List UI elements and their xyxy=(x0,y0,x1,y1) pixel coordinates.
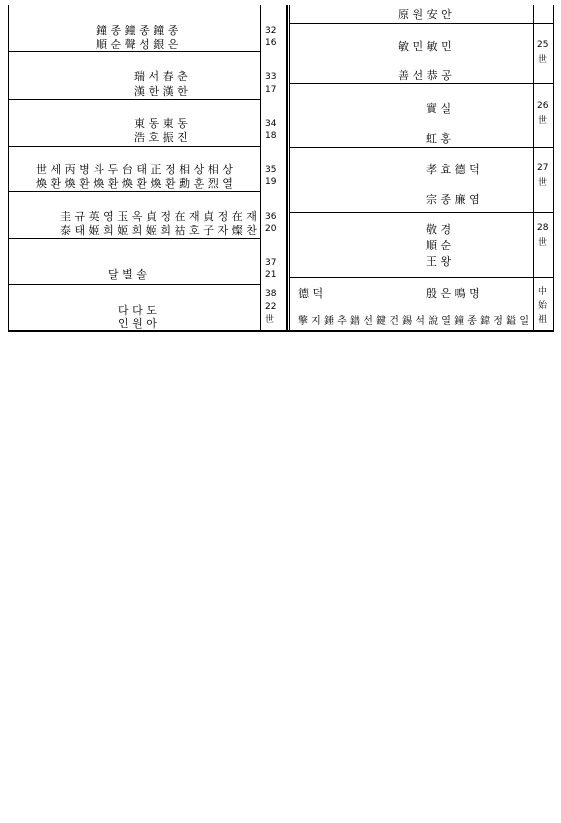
generation-number: 34 xyxy=(265,119,277,129)
right-row-6-line-2: 殷 은 鳴 명 xyxy=(426,287,480,300)
generation-number: 28 xyxy=(537,223,549,233)
generation-number: 25 xyxy=(537,40,549,50)
right-row-2-line-1: 敏 민 敏 민 xyxy=(398,40,452,53)
generation-number: 21 xyxy=(265,270,277,280)
right-row-5-line-2: 順 순 xyxy=(426,239,452,252)
left-row-separator xyxy=(8,238,260,239)
left-row-7-line-2: 인 원 아 xyxy=(118,317,157,330)
left-row-3-line-2: 浩 호 振 진 xyxy=(134,131,188,144)
generation-suffix: 世 xyxy=(538,116,548,126)
right-row-4-line-1: 孝 효 德 덕 xyxy=(426,163,480,176)
generation-suffix: 世 xyxy=(538,238,548,248)
table-right-border xyxy=(553,5,554,331)
left-row-separator xyxy=(8,99,260,100)
generation-suffix: 世 xyxy=(538,178,548,188)
left-row-4-line-1: 世 세 丙 병 斗 두 台 태 正 정 相 상 相 상 xyxy=(36,163,233,176)
gen-column-divider-left xyxy=(260,5,261,331)
generation-number: 38 xyxy=(265,289,277,299)
generation-number: 22 xyxy=(265,302,277,312)
left-row-separator xyxy=(8,51,260,52)
generation-number: 32 xyxy=(265,26,277,36)
table-middle-divider xyxy=(286,5,288,331)
generation-number: 17 xyxy=(265,85,277,95)
right-row-3-line-1: 實 실 xyxy=(426,102,452,115)
left-row-separator xyxy=(8,191,260,192)
generation-number: 18 xyxy=(265,131,277,141)
left-row-7-line-1: 다 다 도 xyxy=(118,304,157,317)
left-row-separator xyxy=(8,146,260,147)
right-row-separator xyxy=(289,277,554,278)
generation-label: 始 xyxy=(538,301,548,311)
right-row-2-line-2: 善 선 恭 공 xyxy=(398,69,452,82)
left-row-5-line-2: 泰 태 姬 희 姬 희 姬 희 祜 호 子 자 燦 찬 xyxy=(60,224,257,237)
table-bottom-border xyxy=(8,330,554,332)
left-row-2-line-1: 瑞 서 春 춘 xyxy=(134,70,188,83)
left-row-6-line-1: 달 별 솔 xyxy=(108,268,147,281)
left-row-1-line-2: 順 순 聲 성 銀 은 xyxy=(96,38,179,51)
genealogy-table xyxy=(8,5,554,331)
generation-number: 19 xyxy=(265,177,277,187)
left-row-4-line-2: 煥 환 煥 환 煥 환 煥 환 煥 환 勳 훈 烈 열 xyxy=(36,177,233,190)
right-row-separator xyxy=(289,23,554,24)
table-left-border xyxy=(8,5,9,331)
generation-number: 16 xyxy=(265,38,277,48)
right-row-6-line-3: 擎 지 錘 추 鐠 선 鍵 건 錫 석 說 열 鐘 종 鍏 정 鎰 일 xyxy=(298,316,529,327)
left-row-3-line-1: 東 동 東 동 xyxy=(134,117,188,130)
generation-number: 35 xyxy=(265,165,277,175)
generation-number: 27 xyxy=(537,163,549,173)
right-row-3-line-2: 虹 홍 xyxy=(426,132,452,145)
left-row-1-line-1: 鐘 종 鐘 종 鐘 종 xyxy=(96,24,179,37)
right-row-separator xyxy=(289,83,554,84)
right-row-1-line-1: 原 원 安 안 xyxy=(398,8,452,21)
generation-number: 37 xyxy=(265,258,277,268)
generation-label: 中 xyxy=(538,287,548,297)
right-row-separator xyxy=(289,147,554,148)
right-row-5-line-3: 王 왕 xyxy=(426,255,452,268)
generation-label: 祖 xyxy=(538,315,548,325)
generation-suffix: 世 xyxy=(538,55,548,65)
generation-number: 36 xyxy=(265,212,277,222)
right-row-separator xyxy=(289,212,554,213)
right-row-6-line-1: 德 덕 xyxy=(298,287,324,300)
left-row-separator xyxy=(8,284,260,285)
left-row-2-line-2: 漢 한 漢 한 xyxy=(134,85,188,98)
left-row-5-line-1: 圭 규 英 영 玉 옥 貞 정 在 재 貞 정 在 재 xyxy=(60,210,257,223)
right-row-5-line-1: 敬 경 xyxy=(426,223,452,236)
right-row-4-line-2: 宗 종 廉 염 xyxy=(426,193,480,206)
generation-number: 26 xyxy=(537,101,549,111)
generation-suffix: 世 xyxy=(265,315,275,325)
generation-number: 20 xyxy=(265,224,277,234)
gen-column-divider-right xyxy=(533,5,534,331)
right-name-column-left xyxy=(289,5,290,331)
generation-number: 33 xyxy=(265,72,277,82)
